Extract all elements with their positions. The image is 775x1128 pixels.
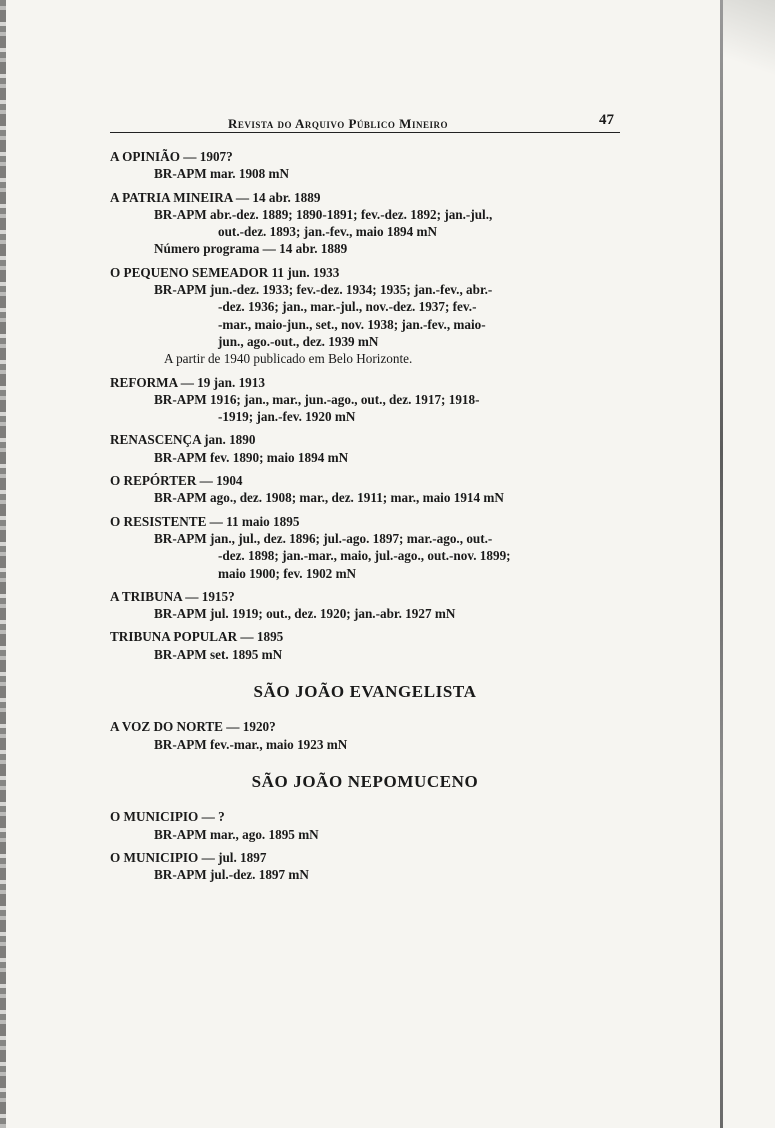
entry-title: RENASCENÇA jan. 1890 (110, 432, 256, 448)
scan-corner-shadow (723, 0, 775, 90)
holdings-text: BR-APM abr.-dez. 1889; 1890-1891; fev.-dez. 1892; jan.-jul., (154, 206, 493, 222)
catalog-entry (110, 808, 620, 843)
catalog-entry (110, 628, 620, 663)
holdings-text: BR-APM set. 1895 mN (154, 646, 283, 662)
page-number: 47 (599, 112, 614, 128)
holdings-line (110, 165, 620, 182)
entry-title: A PATRIA MINEIRA — 14 abr. 1889 (110, 189, 321, 205)
holdings-continuation: -1919; jan.-fev. 1920 mN (218, 409, 356, 425)
section-heading: SÃO JOÃO NEPOMUCENO (251, 771, 479, 791)
holdings-line (110, 391, 620, 426)
holdings-text: BR-APM jul.-dez. 1897 mN (154, 867, 309, 883)
holdings-text: BR-APM jan., jul., dez. 1896; jul.-ago. 1897; mar.-ago., out.- (154, 530, 493, 546)
section-heading: SÃO JOÃO EVANGELISTA (253, 682, 477, 702)
catalog-entry (110, 718, 620, 753)
holdings-continuation: -dez. 1936; jan., mar.-jul., nov.-dez. 1937; fev.- (218, 299, 477, 315)
entries-list (110, 148, 620, 663)
holdings-text: BR-APM jul. 1919; out., dez. 1920; jan.-abr. 1927 mN (154, 606, 456, 622)
catalog-entry (110, 472, 620, 507)
holdings-continuation: jun., ago.-out., dez. 1939 mN (218, 333, 379, 349)
holdings-text: BR-APM 1916; jan., mar., jun.-ago., out., dez. 1917; 1918- (154, 391, 480, 407)
catalog-entry (110, 264, 620, 368)
holdings-line (110, 866, 620, 883)
catalog-entry (110, 849, 620, 884)
entry-title: TRIBUNA POPULAR — 1895 (110, 629, 284, 645)
page-fold-edge (720, 0, 723, 1128)
catalog-body (110, 148, 620, 889)
catalog-entry (110, 588, 620, 623)
entry-title: O REPÓRTER — 1904 (110, 473, 243, 489)
entry-title: A OPINIÃO — 1907? (110, 149, 233, 164)
entry-title: O MUNICIPIO — ? (110, 809, 225, 825)
entry-note: A partir de 1940 publicado em Belo Horizonte. (164, 351, 413, 367)
holdings-continuation: -dez. 1898; jan.-mar., maio, jul.-ago., out.-nov. 1899; (218, 548, 511, 564)
holdings-text: BR-APM mar., ago. 1895 mN (154, 826, 319, 842)
catalog-entry (110, 148, 620, 183)
holdings-line (110, 489, 620, 506)
holdings-line (110, 281, 620, 350)
holdings-continuation: out.-dez. 1893; jan.-fev., maio 1894 mN (218, 224, 438, 240)
holdings-continuation: maio 1900; fev. 1902 mN (218, 565, 357, 581)
catalog-entry (110, 431, 620, 466)
entry-title: REFORMA — 19 jan. 1913 (110, 374, 265, 390)
entry-title: O PEQUENO SEMEADOR 11 jun. 1933 (110, 264, 340, 280)
holdings-line (110, 530, 620, 582)
catalog-entry (110, 189, 620, 258)
holdings-line (110, 646, 620, 663)
holdings-text: BR-APM fev.-mar., maio 1923 mN (154, 736, 348, 752)
holdings-text: BR-APM mar. 1908 mN (154, 166, 290, 182)
holdings-line (110, 736, 620, 753)
entry-title: A VOZ DO NORTE — 1920? (110, 719, 276, 735)
entry-note: Número programa — 14 abr. 1889 (154, 241, 348, 257)
entry-title: O MUNICIPIO — jul. 1897 (110, 849, 267, 865)
running-title: Revista do Arquivo Público Mineiro (228, 116, 448, 131)
page-binding-edge (0, 0, 6, 1128)
holdings-line (110, 449, 620, 466)
entries-list (110, 718, 620, 753)
holdings-text: BR-APM jun.-dez. 1933; fev.-dez. 1934; 1935; jan.-fev., abr.- (154, 282, 493, 298)
page-header (110, 110, 620, 133)
holdings-line (110, 826, 620, 843)
entry-title: O RESISTENTE — 11 maio 1895 (110, 513, 300, 529)
holdings-text: BR-APM fev. 1890; maio 1894 mN (154, 449, 349, 465)
holdings-text: BR-APM ago., dez. 1908; mar., dez. 1911; mar., maio 1914 mN (154, 490, 504, 506)
catalog-entry (110, 513, 620, 582)
holdings-continuation: -mar., maio-jun., set., nov. 1938; jan.-fev., maio- (218, 316, 486, 332)
holdings-line (110, 605, 620, 622)
entries-list (110, 808, 620, 883)
catalog-entry (110, 374, 620, 426)
holdings-line (110, 206, 620, 241)
entry-title: A TRIBUNA — 1915? (110, 588, 235, 604)
